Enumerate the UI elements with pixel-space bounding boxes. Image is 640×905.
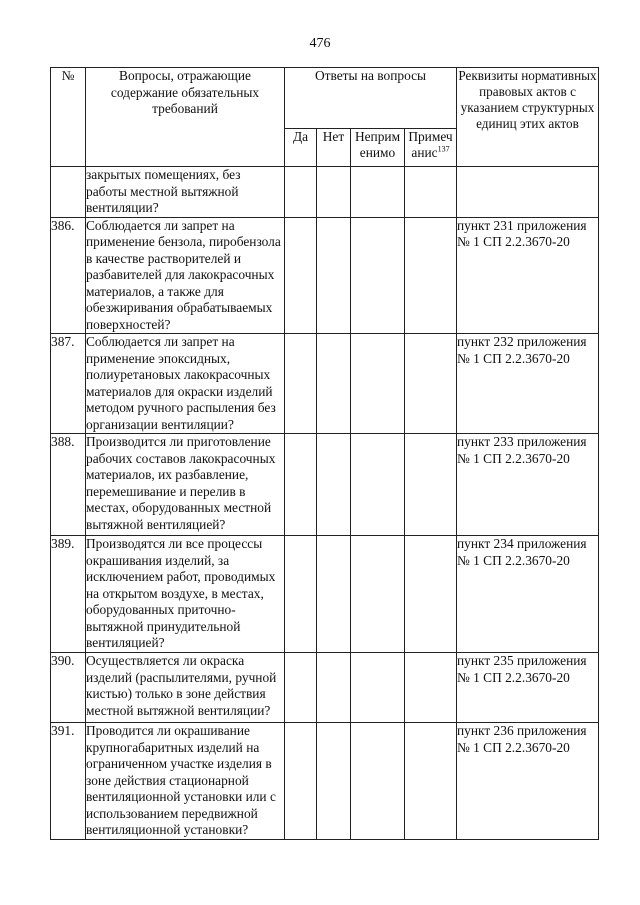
answer-no-cell[interactable]	[317, 217, 351, 334]
row-reference: пункт 231 приложения № 1 СП 2.2.3670-20	[457, 217, 599, 334]
header-note	[405, 129, 457, 167]
answer-yes-cell[interactable]	[285, 217, 317, 334]
header-note-label: Примеч анис	[408, 129, 453, 160]
table-row	[51, 536, 599, 653]
row-number: 388.	[51, 434, 86, 536]
answer-no-cell[interactable]	[317, 334, 351, 434]
row-reference: пункт 234 приложения № 1 СП 2.2.3670-20	[457, 536, 599, 653]
row-reference: пункт 232 приложения № 1 СП 2.2.3670-20	[457, 334, 599, 434]
answer-note-cell[interactable]	[405, 653, 457, 723]
answer-not-applicable-cell[interactable]	[351, 723, 405, 840]
table-row	[51, 723, 599, 840]
header-yes: Да	[285, 129, 317, 167]
answer-not-applicable-cell[interactable]	[351, 167, 405, 218]
table-row	[51, 167, 599, 218]
row-question: Соблюдается ли запрет на применение бензола, пиробензола в качестве растворителей и разбавителей для лакокрасочных материалов, а также для обезжиривания обрабатываемых поверхностей?	[86, 217, 285, 334]
answer-note-cell[interactable]	[405, 167, 457, 218]
row-number: 389.	[51, 536, 86, 653]
row-number: 391.	[51, 723, 86, 840]
header-answers: Ответы на вопросы	[285, 68, 457, 129]
answer-no-cell[interactable]	[317, 653, 351, 723]
footnote-mark: 137	[437, 144, 450, 154]
row-number	[51, 167, 86, 218]
answer-no-cell[interactable]	[317, 723, 351, 840]
answer-note-cell[interactable]	[405, 334, 457, 434]
answer-yes-cell[interactable]	[285, 334, 317, 434]
row-question: Производится ли приготовление рабочих составов лакокрасочных материалов, их разбавление, перемешивание и перелив в местах, оборудованных местной вытяжной вентиляцией?	[86, 434, 285, 536]
answer-note-cell[interactable]	[405, 217, 457, 334]
answer-yes-cell[interactable]	[285, 536, 317, 653]
requirements-table	[50, 67, 599, 840]
answer-note-cell[interactable]	[405, 536, 457, 653]
page-number: 476	[309, 36, 331, 51]
answer-not-applicable-cell[interactable]	[351, 334, 405, 434]
table-row	[51, 434, 599, 536]
header-question: Вопросы, отражающие содержание обязательных требований	[86, 68, 285, 167]
row-question: закрытых помещениях, без работы местной вытяжной вентиляции?	[86, 167, 285, 218]
header-number: №	[51, 68, 86, 167]
answer-note-cell[interactable]	[405, 723, 457, 840]
row-question: Соблюдается ли запрет на применение эпоксидных, полиуретановых лакокрасочных материалов для окраски изделий методом ручного распыления без организации вентиляции?	[86, 334, 285, 434]
row-reference: пункт 236 приложения № 1 СП 2.2.3670-20	[457, 723, 599, 840]
header-requisites: Реквизиты нормативных правовых актов с указанием структурных единиц этих актов	[457, 68, 599, 167]
row-question: Проводится ли окрашивание крупногабаритных изделий на ограниченном участке изделия в зоне действия стационарной вентиляционной установки или с использованием передвижной вентиляционной установки?	[86, 723, 285, 840]
answer-no-cell[interactable]	[317, 536, 351, 653]
table-row	[51, 217, 599, 334]
answer-yes-cell[interactable]	[285, 653, 317, 723]
answer-not-applicable-cell[interactable]	[351, 217, 405, 334]
row-reference: пункт 233 приложения № 1 СП 2.2.3670-20	[457, 434, 599, 536]
answer-yes-cell[interactable]	[285, 434, 317, 536]
header-no: Нет	[317, 129, 351, 167]
row-reference	[457, 167, 599, 218]
answer-not-applicable-cell[interactable]	[351, 536, 405, 653]
answer-note-cell[interactable]	[405, 434, 457, 536]
row-question: Осуществляется ли окраска изделий (распылителями, ручной кистью) только в зоне действия местной вытяжной вентиляции?	[86, 653, 285, 723]
row-number: 387.	[51, 334, 86, 434]
table-row	[51, 653, 599, 723]
row-number: 386.	[51, 217, 86, 334]
answer-yes-cell[interactable]	[285, 167, 317, 218]
table-row	[51, 334, 599, 434]
row-reference: пункт 235 приложения № 1 СП 2.2.3670-20	[457, 653, 599, 723]
row-question: Производятся ли все процессы окрашивания изделий, за исключением работ, проводимых на открытом воздухе, в местах, оборудованных приточно-вытяжной принудительной вентиляцией?	[86, 536, 285, 653]
answer-not-applicable-cell[interactable]	[351, 653, 405, 723]
answer-yes-cell[interactable]	[285, 723, 317, 840]
header-not-applicable: Неприм енимо	[351, 129, 405, 167]
answer-not-applicable-cell[interactable]	[351, 434, 405, 536]
answer-no-cell[interactable]	[317, 434, 351, 536]
row-number: 390.	[51, 653, 86, 723]
answer-no-cell[interactable]	[317, 167, 351, 218]
